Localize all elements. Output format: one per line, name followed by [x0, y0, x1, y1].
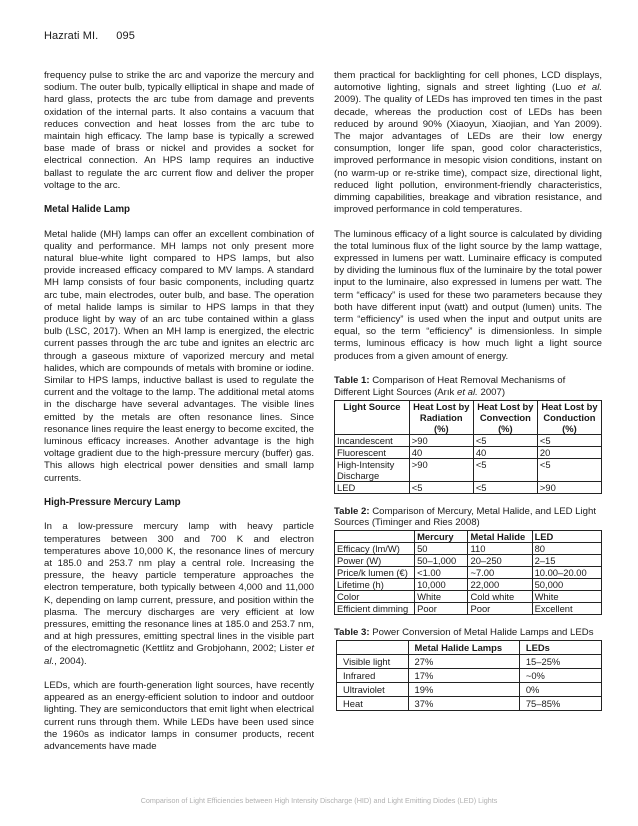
table-cell: 20–250: [468, 555, 532, 567]
table-cell: Poor: [415, 603, 468, 615]
table-header: Mercury: [415, 531, 468, 543]
table-cell: 27%: [408, 655, 519, 669]
table-row: [337, 683, 602, 697]
table-cell: Lifetime (h): [335, 579, 415, 591]
table-cell: Efficacy (lm/W): [335, 543, 415, 555]
table-row: [335, 481, 602, 493]
author-name: Hazrati MI.: [44, 30, 99, 42]
page-number: 095: [116, 30, 135, 42]
table-cell: 0%: [519, 683, 601, 697]
table-header: [337, 641, 409, 655]
table-cell: Color: [335, 591, 415, 603]
table-cell: <5: [473, 434, 537, 446]
table-cell: Excellent: [532, 603, 601, 615]
page-footer: Comparison of Light Efficiencies between High Intensity Discharge (HID) and Light Emitting Diodes (LED) Lights: [140, 796, 498, 805]
paragraph: LEDs, which are fourth-generation light sources, have recently appeared as an energy-efficient solution to indoor and outdoor lighting. They are semiconductors that emit light when electrical current runs through them. While LEDs have been used since the 1960s as indicator lamps in consumer products, recent advancements have made: [44, 680, 314, 753]
table-row: [335, 434, 602, 446]
table-cell: 80: [532, 543, 601, 555]
table-row: [335, 567, 602, 579]
page-header: [44, 30, 135, 42]
table-cell: <5: [537, 434, 601, 446]
table-cell: 50–1,000: [415, 555, 468, 567]
table-cell: White: [415, 591, 468, 603]
table-cell: High-Intensity Discharge: [335, 458, 410, 481]
table-cell: <5: [537, 458, 601, 481]
table-cell: ~0%: [519, 669, 601, 683]
table1-caption: Table 1: Comparison of Heat Removal Mechanisms of Different Light Sources (Arık et al. 2007): [334, 375, 566, 398]
table-cell: 40: [409, 446, 473, 458]
table-cell: Visible light: [337, 655, 409, 669]
table-row: [337, 669, 602, 683]
table-cell: LED: [335, 481, 410, 493]
table-header: Metal Halide Lamps: [408, 641, 519, 655]
table-cell: 50: [415, 543, 468, 555]
table-cell: 37%: [408, 697, 519, 711]
table3-caption: Table 3: Power Conversion of Metal Halide Lamps and LEDs: [334, 627, 594, 639]
table-header: [335, 531, 415, 543]
table-cell: 22,000: [468, 579, 532, 591]
table-cell: <5: [473, 458, 537, 481]
paragraph: The luminous efficacy of a light source is calculated by dividing the total luminous flux of the light source by the lamp wattage, expressed in lumens per watt. Luminaire efficacy is computed by dividing the luminous flux of the luminaire by the total power input to the luminaire, also expressed in lumens per watt. The term “efficacy” is used for these two parameters because they both have different input (watt) and output (lumen) units. The term “efficiency” is used when the input and output units are equal, so the term “efficiency” is dimensionless. In simple terms, luminous efficacy is how much light a light source produces from a given amount of energy.: [334, 228, 602, 362]
table-cell: Incandescent: [335, 434, 410, 446]
table-cell: 10.00–20.00: [532, 567, 601, 579]
table-cell: >90: [409, 458, 473, 481]
table-cell: <1.00: [415, 567, 468, 579]
table-cell: Heat: [337, 697, 409, 711]
paragraph: Metal halide (MH) lamps can offer an excellent combination of quality and performance. MH lamps not only present more natural blue-white light compared to HPS lamps, but also provide increased efficacy compared to MV lamps. A standard MH lamp consists of four basic components, including quartz arc tube, main electrodes, outer bulb, and base. The operation of metal halide lamps is similar to HPS lamps in that they produce light by way of an arc tube contained within a glass bulb (LSC, 2017). When an MH lamp is energized, the electric current passes through the arc tube and ignites an electric arc through a gaseous mixture of vaporized mercury and metal halides, which are compounds of metals with bromine or iodine. Similar to HPS lamps, inductive ballast is used to regulate the current and the voltage to the lamp. The additional metal atoms in the discharge have several advantages. The visible lines emitted by the metals are often resonance lines. Since resonance lines require the least energy to become excited, the luminous efficacy increases. Another advantage is the high voltage gradient due to the high-pressure mercury (buffer) gas. This allows high electrical power densities and small lamp currents.: [44, 228, 314, 484]
paragraph: frequency pulse to strike the arc and vaporize the mercury and sodium. The outer bulb, typically elliptical in shape and made of hard glass, protects the arc tube from damage and prevents oxidation of the internal parts. It also contains a vacuum that reduces convection and heat losses from the arc tube to maintain high efficacy. The lamp base is typically a screwed base made of brass or nickel and provides a socket for electrical connection. An HPS lamp requires an inductive ballast to regulate the arc current flow and deliver the proper voltage to the arc.: [44, 70, 314, 191]
table-cell: Ultraviolet: [337, 683, 409, 697]
table-cell: 10,000: [415, 579, 468, 591]
table-cell: 2–15: [532, 555, 601, 567]
table-cell: 20: [537, 446, 601, 458]
table-row: [335, 603, 602, 615]
section-heading-high-pressure-mercury: High-Pressure Mercury Lamp: [44, 497, 181, 509]
table-row: [335, 543, 602, 555]
table-cell: Poor: [468, 603, 532, 615]
table-cell: Fluorescent: [335, 446, 410, 458]
table-header: Heat Lost by Radiation (%): [409, 400, 473, 434]
table-cell: >90: [537, 481, 601, 493]
table-cell: Efficient dimming: [335, 603, 415, 615]
table-cell: Power (W): [335, 555, 415, 567]
table-header: Light Source: [335, 400, 410, 434]
table-header: LED: [532, 531, 601, 543]
paragraph: In a low-pressure mercury lamp with heavy particle temperatures between 300 and 700 K and electron temperatures above 10,000 K, the resonance lines of mercury at 185.0 and 253.7 nm play a central role. Increasing the pressure, the heavy particle temperature approaches the electron temperature, both typically between 4,000 and 11,000 K, depending on lamp current, pressure, and position within the plasma. The mercury discharges are very efficient at low pressures, emitting the resonance lines at 185.0 and 253.7 nm, and at high pressures, emitting spectral lines in the visible part of the electromagnetic (Kettlitz and Grobjohann, 2002; Lister et al., 2004).: [44, 521, 314, 667]
table-row: [335, 446, 602, 458]
table-row: [337, 697, 602, 711]
table-cell: <5: [473, 481, 537, 493]
table-header: Heat Lost by Convection (%): [473, 400, 537, 434]
table-cell: White: [532, 591, 601, 603]
table-cell: <5: [409, 481, 473, 493]
table-header: Heat Lost by Conduction (%): [537, 400, 601, 434]
right-column: [334, 70, 602, 723]
table3: [336, 640, 602, 711]
table-cell: 17%: [408, 669, 519, 683]
table-header: LEDs: [519, 641, 601, 655]
table2: [334, 530, 602, 615]
table-cell: 50,000: [532, 579, 601, 591]
left-column: [44, 70, 314, 765]
table-row: [335, 579, 602, 591]
table1: [334, 400, 602, 494]
paragraph: them practical for backlighting for cell phones, LCD displays, automotive lighting, signals and street lighting (Luo et al. 2009). The quality of LEDs has improved ten times in the past decade, whereas the production cost of LEDs has been reduced by around 90% (Xiaoyun, Xiaojian, and Yan 2009). The major advantages of LEDs are their low energy consumption, longer life span, good color characteristics, improved performance in mesopic vision conditions, instant on (no warm-up or re-strike time), compact size, directional light, reduced light pollution, environment-friendly characteristics, dimming capabilities, breakage and vibration resistance, and improved performance in cold temperatures.: [334, 70, 602, 216]
table-cell: 40: [473, 446, 537, 458]
table-cell: 15–25%: [519, 655, 601, 669]
table-cell: Price/k lumen (€): [335, 567, 415, 579]
table-cell: >90: [409, 434, 473, 446]
table-cell: 19%: [408, 683, 519, 697]
section-heading-metal-halide: Metal Halide Lamp: [44, 204, 131, 216]
table-cell: ~7.00: [468, 567, 532, 579]
table-row: [337, 655, 602, 669]
table-cell: Infrared: [337, 669, 409, 683]
table-cell: 110: [468, 543, 532, 555]
table-row: [335, 555, 602, 567]
table-cell: 75–85%: [519, 697, 601, 711]
table2-caption: Table 2: Comparison of Mercury, Metal Halide, and LED Light Sources (Timinger and Ries 2008): [334, 505, 596, 529]
table-row: [335, 458, 602, 481]
table-row: [335, 591, 602, 603]
table-header: Metal Halide: [468, 531, 532, 543]
table-cell: Cold white: [468, 591, 532, 603]
